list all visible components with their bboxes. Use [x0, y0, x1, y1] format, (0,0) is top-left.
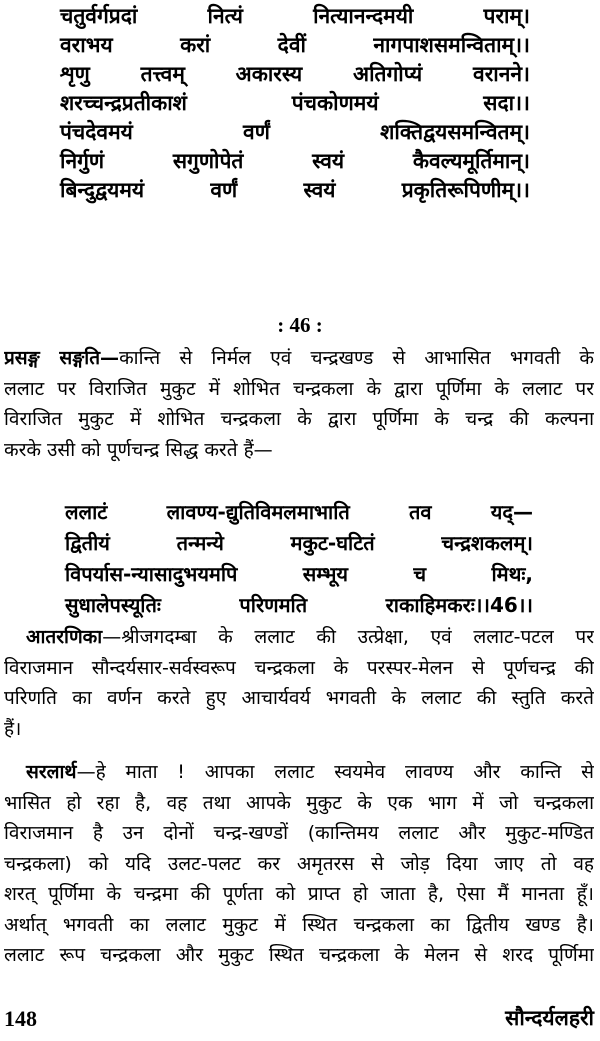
verse-line: शरच्चन्द्रप्रतीकाशं पंचकोणमयं सदा।। — [60, 91, 530, 115]
verse-line: पंचदेवमयं वर्णं शक्तिद्वयसमन्वितम्। — [60, 120, 530, 144]
paragraph-line: हैं। — [4, 717, 22, 740]
verse-block-top — [60, 2, 530, 205]
paragraph-text: —श्रीजगदम्बा के ललाट की उत्प्रेक्षा, एवं ललाट-पटल पर — [102, 626, 594, 648]
verse-line: बिन्दुद्वयमयं वर्णं स्वयं प्रकृतिरूपिणीम्।। — [60, 178, 530, 202]
paragraph-line: विराजमान है उन दोनों चन्द्र-खण्डों (कान्तिमय ललाट और मुकुट-मण्डित — [4, 822, 594, 844]
meaning-paragraph — [4, 757, 594, 971]
verse-line: सुधालेपस्यूतिः परिणमति राकाहिमकरः।।46।। — [65, 593, 533, 617]
paragraph-line: ललाट पर विराजित मुकुट में शोभित चन्द्रकला के द्वारा पूर्णिमा के ललाट पर — [4, 377, 594, 400]
verse-line: वराभय करां देवीं नागपाशसमन्विताम्।। — [60, 33, 530, 57]
paragraph-line: परिणति का वर्णन करते हुए आचार्यवर्य भगवती के ललाट की स्तुति करते — [4, 687, 594, 709]
paragraph-line: विराजित मुकुट में शोभित चन्द्रकला के द्वारा पूर्णिमा के चन्द्र की कल्पना — [4, 408, 594, 430]
verse-line: ललाटं लावण्य-द्युतिविमलमाभाति तव यद्— — [65, 500, 533, 524]
paragraph-line: अर्थात् भगवती का ललाट मुकुट में स्थित चन्द्रकला का द्वितीय खण्ड है। — [4, 913, 594, 936]
book-title: सौन्दर्यलहरी — [505, 1006, 594, 1030]
paragraph-heading: प्रसङ्ग सङ्गति— — [4, 347, 120, 369]
verse-line: चतुर्वर्गप्रदां नित्यं नित्यानन्दमयी पराम्। — [60, 4, 530, 28]
paragraph-line — [4, 622, 594, 653]
paragraph-line: करके उसी को पूर्णचन्द्र सिद्ध करते हैं— — [4, 438, 273, 461]
section-number: : 46 : — [277, 313, 323, 337]
introduction-paragraph — [4, 622, 594, 744]
verse-block-shloka — [65, 497, 533, 621]
context-paragraph — [4, 343, 594, 465]
paragraph-text: कान्ति से निर्मल एवं चन्द्रखण्ड से आभासित भगवती के — [119, 347, 594, 369]
verse-line: शृणु तत्त्वम् अकारस्य अतिगोप्यं वरानने। — [60, 62, 530, 86]
paragraph-heading: आतरणिका — [26, 626, 103, 648]
paragraph-line: चन्द्रकला) को यदि उलट-पलट कर अमृतरस से जोड़ दिया जाए तो वह — [4, 852, 594, 875]
verse-line: विपर्यास-न्यासादुभयमपि सम्भूय च मिथः, — [65, 562, 533, 586]
paragraph-line: ललाट रूप चन्द्रकला और मुकुट स्थित चन्द्रकला के मेलन से शरद पूर्णिमा — [4, 944, 594, 966]
paragraph-line — [4, 343, 594, 374]
paragraph-line — [4, 757, 594, 788]
paragraph-text: —हे माता ! आपका ललाट स्वयमेव लावण्य और कान्ति से — [76, 761, 594, 783]
paragraph-heading: सरलार्थ — [26, 761, 77, 783]
verse-line: निर्गुणं सगुणोपेतं स्वयं कैवल्यमूर्तिमान्। — [60, 149, 530, 173]
paragraph-line: शरत् पूर्णिमा के चन्द्रमा की पूर्णता को प्राप्त हो जाता है, ऐसा मैं मानता हूँ। — [4, 883, 594, 905]
verse-line: द्वितीयं तन्मन्ये मकुट-घटितं चन्द्रशकलम्। — [65, 531, 533, 555]
paragraph-line: विराजमान सौन्दर्यसार-सर्वस्वरूप चन्द्रकला के परस्पर-मेलन से पूर्णचन्द्र की — [4, 656, 594, 679]
page-number: 148 — [4, 1006, 37, 1031]
paragraph-line: भासित हो रहा है, वह तथा आपके मुकुट के एक भाग में जो चन्द्रकला — [4, 791, 594, 814]
